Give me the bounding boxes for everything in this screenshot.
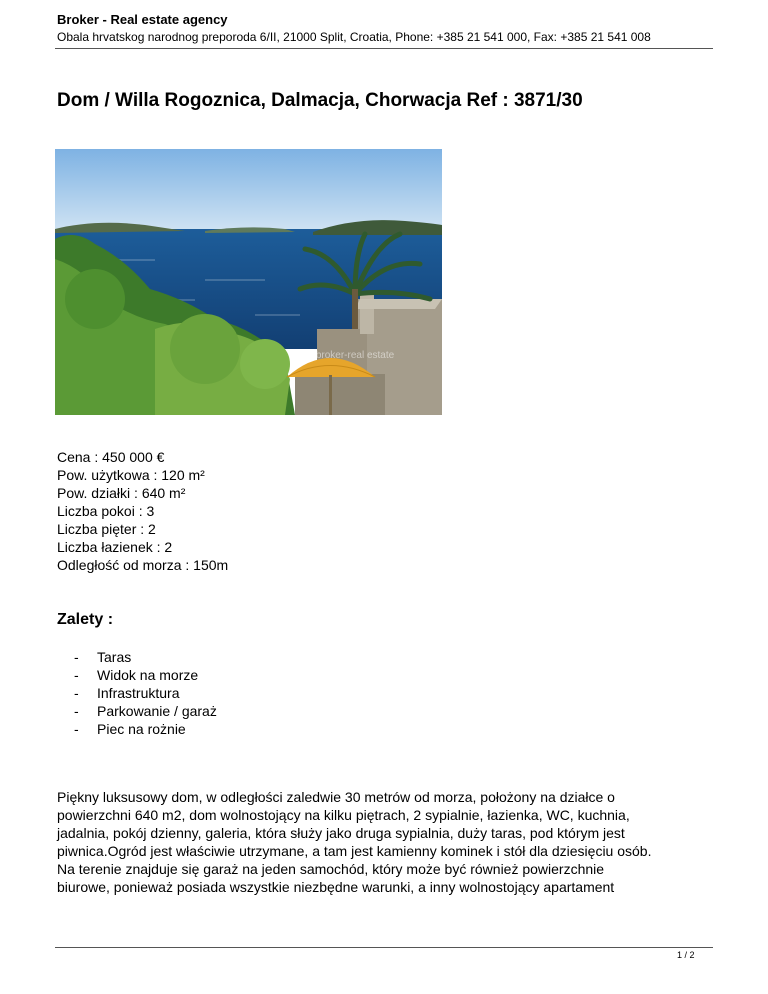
agency-address: Obala hrvatskog narodnog preporoda 6/II, 21000 Split, Croatia, Phone: +385 21 541 000, Fax: +385 21 541 008 xyxy=(57,30,651,44)
agency-name: Broker - Real estate agency xyxy=(57,12,228,27)
fact-bathrooms: Liczba łazienek : 2 xyxy=(57,539,173,555)
advantages-list xyxy=(57,648,217,738)
description-line: piwnica.Ogród jest właściwie utrzymane, a tam jest kamienny kominek i stół dla dziesięciu osób. xyxy=(57,843,652,859)
list-item xyxy=(57,720,217,738)
fact-floors: Liczba pięter : 2 xyxy=(57,521,156,537)
list-item xyxy=(57,684,217,702)
description-line: Piękny luksusowy dom, w odległości zaledwie 30 metrów od morza, położony na działce o xyxy=(57,789,615,805)
bullet-dash: - xyxy=(74,703,79,719)
fact-sea-distance: Odległość od morza : 150m xyxy=(57,557,229,573)
list-item-label: Widok na morze xyxy=(97,667,199,683)
photo-watermark: broker-real estate xyxy=(315,350,395,361)
description-line: biurowe, ponieważ posiada wszystkie niezbędne warunki, a inny wolnostojący apartament xyxy=(57,879,615,895)
list-item-label: Parkowanie / garaż xyxy=(97,703,217,719)
advantages-heading: Zalety : xyxy=(57,611,114,628)
bullet-dash: - xyxy=(74,667,79,683)
bullet-dash: - xyxy=(74,685,79,701)
footer-divider xyxy=(55,947,713,948)
list-item xyxy=(57,648,217,666)
bullet-dash: - xyxy=(74,649,79,665)
header-divider xyxy=(55,48,713,49)
list-item-label: Taras xyxy=(97,649,132,665)
description-line: jadalnia, pokój dzienny, galeria, która służy jako druga sypialnia, duży taras, pod którym jest xyxy=(57,825,625,841)
fact-living-area: Pow. użytkowa : 120 m² xyxy=(57,467,205,483)
fact-price: Cena : 450 000 € xyxy=(57,449,165,465)
description-line: powierzchni 640 m2, dom wolnostojący na kilku piętrach, 2 sypialnie, łazienka, WC, kuchnia, xyxy=(57,807,630,823)
page-number: 1 / 2 xyxy=(677,950,695,960)
property-facts xyxy=(57,448,228,574)
list-item xyxy=(57,702,217,720)
list-item-label: Piec na rożnie xyxy=(97,721,186,737)
list-item xyxy=(57,666,217,684)
description-line: Na terenie znajduje się garaż na jeden samochód, który może być również powierzchnie xyxy=(57,861,605,877)
bullet-dash: - xyxy=(74,721,79,737)
listing-title: Dom / Willa Rogoznica, Dalmacja, Chorwacja Ref : 3871/30 xyxy=(57,90,583,111)
fact-plot-area: Pow. działki : 640 m² xyxy=(57,485,186,501)
description xyxy=(57,788,717,896)
fact-rooms: Liczba pokoi : 3 xyxy=(57,503,155,519)
list-item-label: Infrastruktura xyxy=(97,685,180,701)
property-photo xyxy=(55,149,442,415)
